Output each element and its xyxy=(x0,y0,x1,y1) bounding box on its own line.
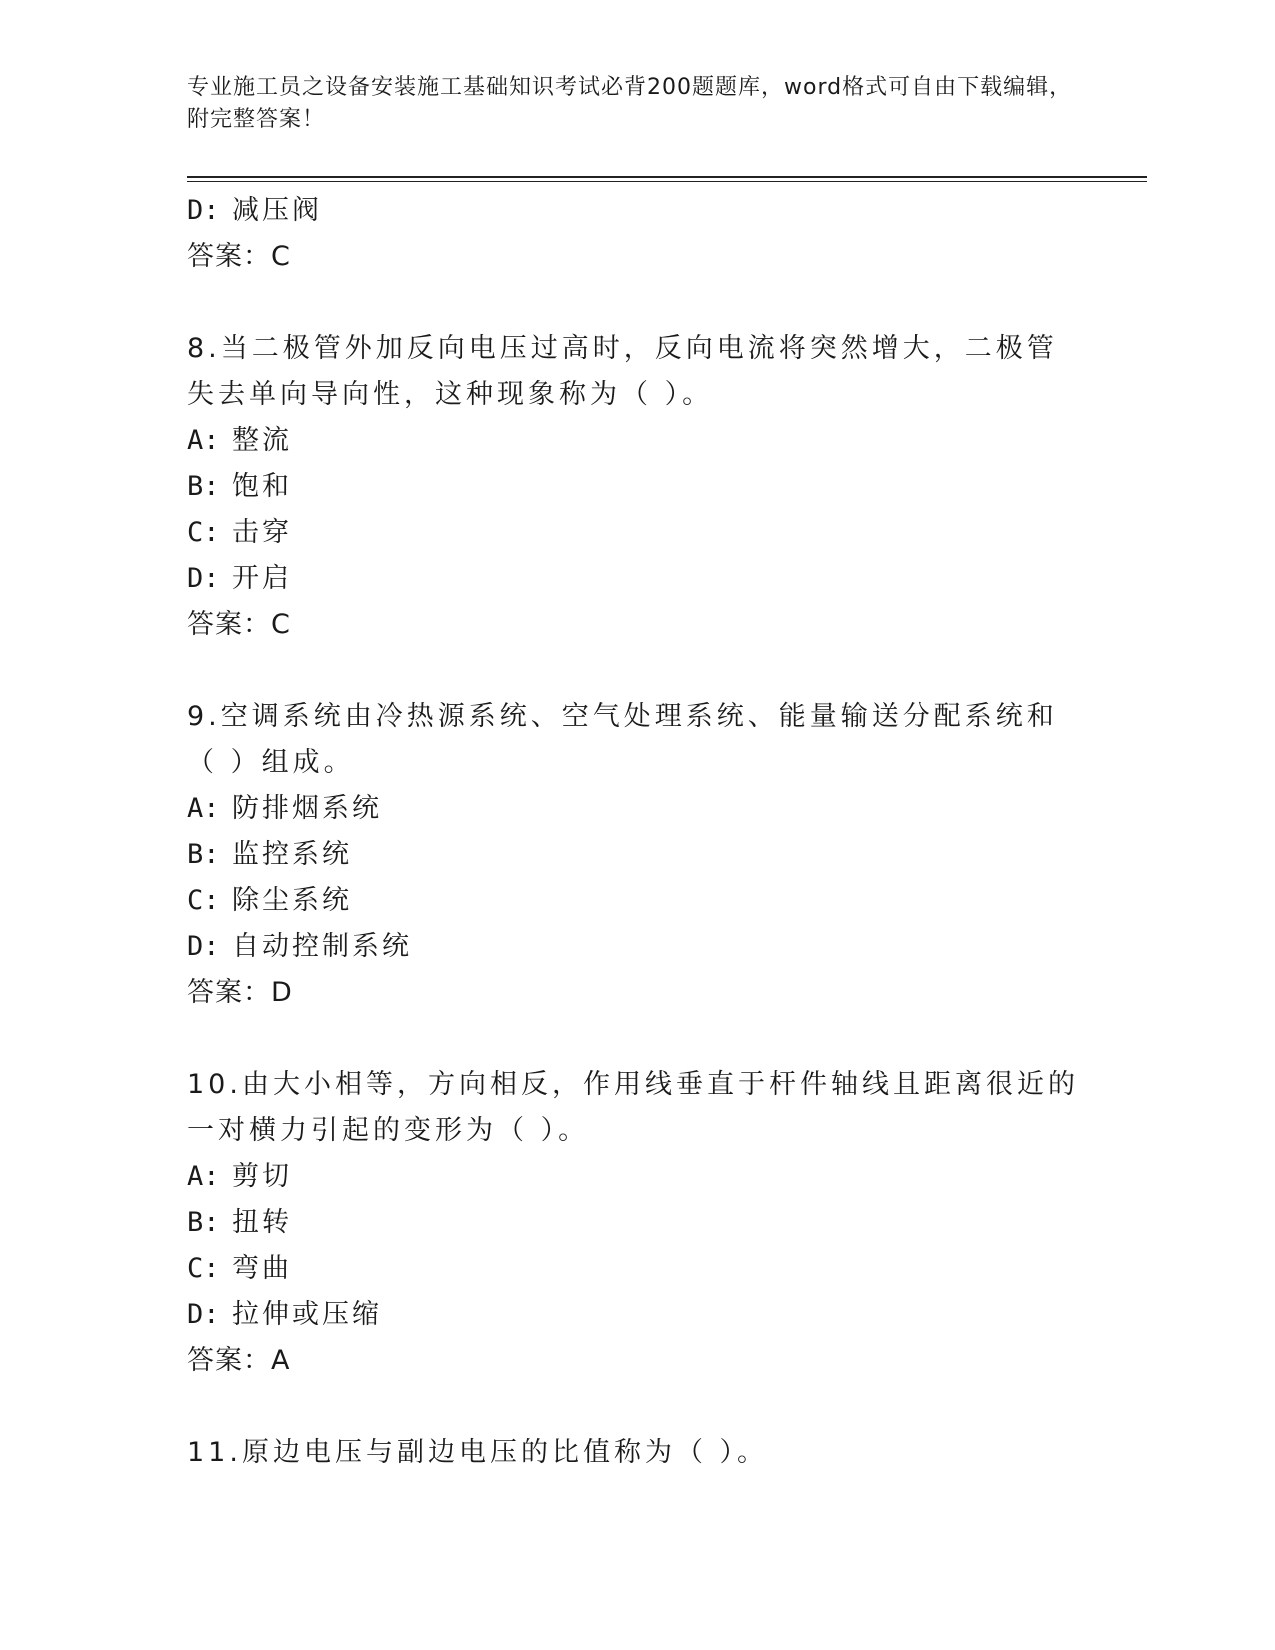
option-a: A: 剪切 xyxy=(187,1161,292,1192)
answer-line: 答案：C xyxy=(187,241,291,272)
option-c: C: 击穿 xyxy=(187,517,292,548)
question-stem: 9.空调系统由冷热源系统、空气处理系统、能量输送分配系统和（ ）组成。 xyxy=(187,701,1058,778)
answer-line: 答案：A xyxy=(187,1345,291,1376)
option-d: D: 减压阀 xyxy=(187,195,322,226)
option-d: D: 开启 xyxy=(187,563,292,594)
option-d: D: 自动控制系统 xyxy=(187,931,412,962)
option-a: A: 防排烟系统 xyxy=(187,793,382,824)
answer-line: 答案：D xyxy=(187,977,293,1008)
question-stem: 10.由大小相等，方向相反，作用线垂直于杆件轴线且距离很近的一对横力引起的变形为（ ）。 xyxy=(187,1069,1079,1146)
header-divider-thick xyxy=(187,176,1147,178)
option-a: A: 整流 xyxy=(187,425,292,456)
question-content xyxy=(187,188,1087,1476)
option-c: C: 除尘系统 xyxy=(187,885,352,916)
answer-line: 答案：C xyxy=(187,609,291,640)
option-b: B: 饱和 xyxy=(187,471,292,502)
question-stem: 11.原边电压与副边电压的比值称为（ ）。 xyxy=(187,1437,769,1468)
option-d: D: 拉伸或压缩 xyxy=(187,1299,382,1330)
document-header: 专业施工员之设备安装施工基础知识考试必背200题题库，word格式可自由下载编辑，附完整答案！ xyxy=(187,75,1073,132)
option-b: B: 扭转 xyxy=(187,1207,292,1238)
option-b: B: 监控系统 xyxy=(187,839,352,870)
option-c: C: 弯曲 xyxy=(187,1253,292,1284)
header-divider-thin xyxy=(187,181,1147,182)
question-stem: 8.当二极管外加反向电压过高时，反向电流将突然增大，二极管失去单向导向性，这种现象称为（ ）。 xyxy=(187,333,1058,410)
